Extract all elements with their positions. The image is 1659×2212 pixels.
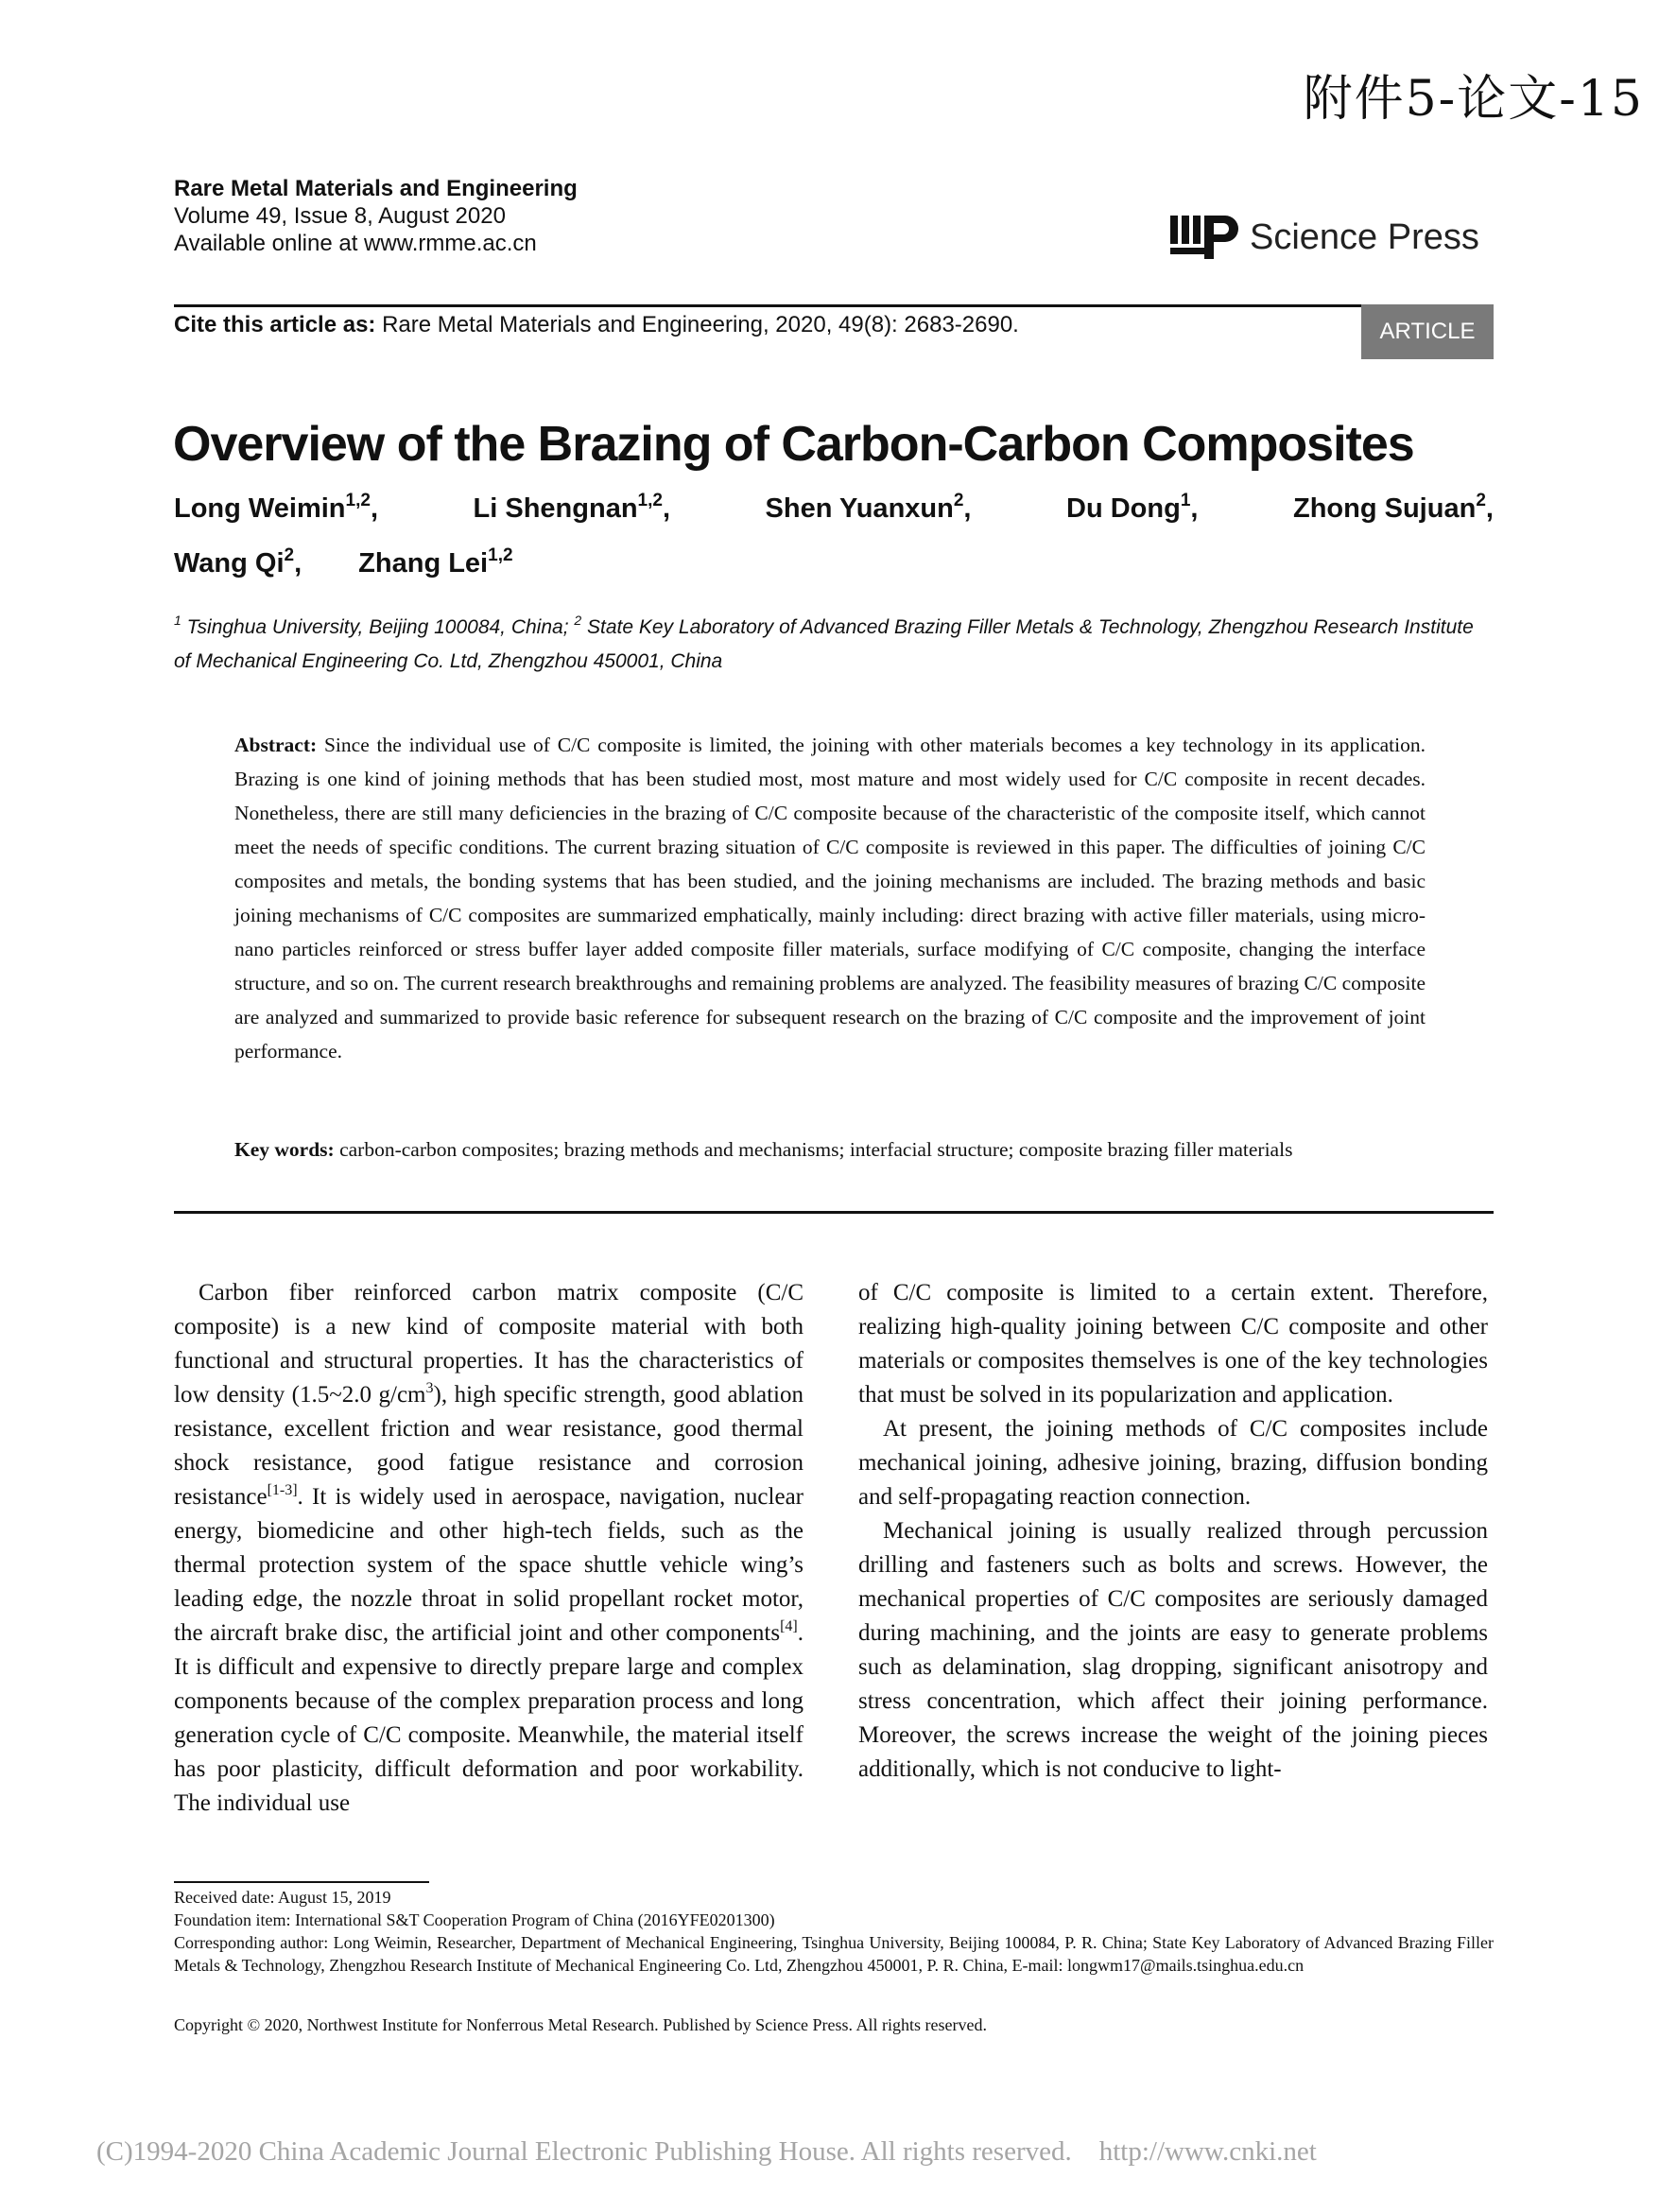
science-press-logo-icon	[1170, 216, 1238, 259]
author: Du Dong$^1$,	[1066, 491, 1199, 524]
keywords-label: Key words:	[234, 1138, 335, 1161]
cite-label: Cite this article as:	[174, 312, 376, 337]
keywords	[234, 1138, 1426, 1162]
copyright: Copyright © 2020, Northwest Institute for Nonferrous Metal Research. Published by Science Press. All rights reserved.	[174, 2015, 988, 2034]
cite-text: Rare Metal Materials and Engineering, 2020, 49(8): 2683-2690.	[375, 312, 1019, 337]
abstract-label: Abstract:	[234, 734, 318, 756]
paper-title: Overview of the Brazing of Carbon-Carbon Composites	[173, 417, 1414, 472]
authors-row	[174, 545, 513, 579]
body-paragraph: At present, the joining methods of C/C composites include mechanical joining, adhesive joining, brazing, diffusion bonding and self-propagating reaction connection.	[858, 1416, 1488, 1510]
body-column-right	[858, 1276, 1488, 1787]
author: Zhong Sujuan$^2$,	[1293, 491, 1494, 524]
header-rule	[174, 304, 1494, 307]
journal-info	[174, 175, 578, 257]
corresponding-author: Corresponding author: Long Weimin, Researcher, Department of Mechanical Engineering, Tsinghua University, Beijing 100084, P. R. China; State Key Laboratory of Advanced Brazing Filler Metals & Technology, Zhengzhou Research Institute of Mechanical Engineering Co. Ltd, Zhengzhou 450001, P. R. China, E-mail: longwm17@mails.tsinghua.edu.cn	[174, 1933, 1494, 1975]
footnotes	[174, 1886, 1494, 1977]
body-paragraph: of C/C composite is limited to a certain extent. Therefore, realizing high-quality joining between C/C composite and other materials or composites themselves is one of the key technologies that must be solved in its popularization and application.	[858, 1280, 1488, 1408]
author: Shen Yuanxun$^2$,	[765, 491, 972, 524]
cnki-watermark: (C)1994-2020 China Academic Journal Electronic Publishing House. All rights reserved. http://www.cnki.net	[96, 2136, 1317, 2167]
publisher-brand	[1170, 216, 1479, 259]
publisher-name: Science Press	[1250, 216, 1479, 257]
affiliations: $^1$ Tsinghua University, Beijing 100084, China; $^2$ State Key Laboratory of Advanced Brazing Filler Metals & Technology, Zhengzhou Research Institute of Mechanical Engineering Co. Ltd, Zhengzhou 450001, China	[174, 613, 1474, 672]
abstract-text: Since the individual use of C/C composite is limited, the joining with other materials becomes a key technology in its application. Brazing is one kind of joining methods that has been studied most, most mature and most widely used for C/C composite in recent decades. Nonetheless, there are still many deficiencies in the brazing of C/C composite because of the characteristic of the composite itself, which cannot meet the needs of specific conditions. The current brazing situation of C/C composite is reviewed in this paper. The difficulties of joining C/C composites and metals, the bonding systems that has been studied, and the joining mechanisms are included. The brazing methods and basic joining mechanisms of C/C composites are summarized emphatically, mainly including: direct brazing with active filler materials, using micro-nano particles reinforced or stress buffer layer added composite filler materials, surface modifying of C/C composite, changing the interface structure, and so on. The current research breakthroughs and remaining problems are analyzed. The feasibility measures of brazing C/C composite are analyzed and summarized to provide basic reference for subsequent research on the brazing of C/C composite and the improvement of joint performance.	[234, 734, 1426, 1063]
journal-issue: Volume 49, Issue 8, August 2020	[174, 203, 506, 229]
body-paragraph: Mechanical joining is usually realized through percussion drilling and fasteners such as bolts and screws. However, the mechanical properties of C/C composites are seriously damaged during machining, and the joints are easy to generate problems such as delamination, slag dropping, significant anisotropy and stress concentration, which affect their joining performance. Moreover, the screws increase the weight of the joining pieces additionally, which is not conducive to light-	[858, 1518, 1488, 1782]
foundation-item: Foundation item: International S&T Cooperation Program of China (2016YFE0201300)	[174, 1910, 775, 1929]
body-column-left	[174, 1276, 804, 1821]
body-paragraph: Carbon fiber reinforced carbon matrix composite (C/C composite) is a new kind of composite material with both functional and structural properties. It has the characteristics of low density (1.5~2.0 $g/cm^3$), high specific strength, good ablation resistance, excellent friction and wear resistance, good thermal shock resistance, good fatigue resistance and corrosion resistance[1-3]. It is widely used in aerospace, navigation, nuclear energy, biomedicine and other high-tech fields, such as the thermal protection system of the space shuttle vehicle wing’s leading edge, the nozzle throat in solid propellant rocket motor, the aircraft brake disc, the artificial joint and other components[4]. It is difficult and expensive to directly prepare large and complex components because of the complex preparation process and long generation cycle of C/C composite. Meanwhile, the material itself has poor plasticity, difficult deformation and poor workability. The individual use	[174, 1280, 804, 1816]
attachment-stamp: 附件5-论文-15	[1303, 71, 1644, 128]
section-rule	[174, 1211, 1494, 1214]
footnote-rule	[174, 1881, 429, 1883]
author: Long Weimin$^{1,2}$,	[174, 491, 378, 524]
abstract	[234, 728, 1426, 1068]
article-type-badge: ARTICLE	[1361, 304, 1494, 359]
author: Zhang Lei$^{1,2}$	[358, 545, 513, 579]
journal-online: Available online at www.rmme.ac.cn	[174, 231, 537, 256]
author: Wang Qi$^2$,	[174, 545, 302, 579]
cite-line	[174, 312, 1019, 338]
journal-name: Rare Metal Materials and Engineering	[174, 176, 578, 201]
keywords-text: carbon-carbon composites; brazing methods and mechanisms; interfacial structure; composite brazing filler materials	[334, 1138, 1293, 1161]
author: Li Shengnan$^{1,2}$,	[473, 491, 671, 524]
received-date: Received date: August 15, 2019	[174, 1888, 391, 1907]
authors-row	[174, 493, 1494, 525]
